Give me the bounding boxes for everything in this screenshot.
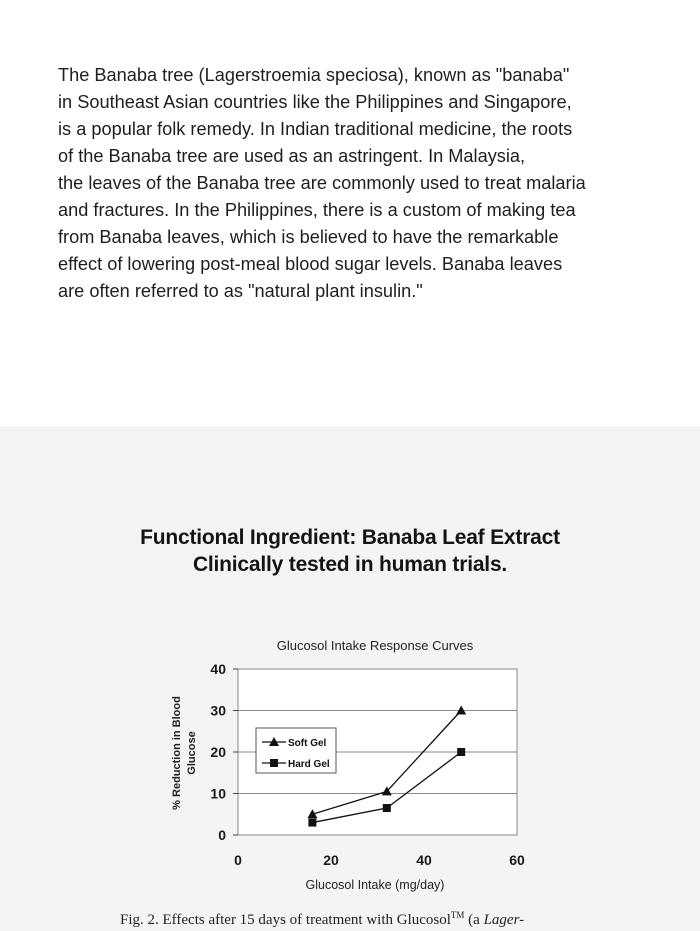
y-tick-label: 20: [210, 744, 226, 760]
intro-paragraph: [58, 62, 658, 305]
x-tick-label: 60: [509, 852, 525, 868]
caption-prefix: Fig. 2. Effects after 15 days of treatment with Glucosol: [120, 912, 451, 928]
data-point-hard-gel: [308, 819, 316, 827]
intro-line: the leaves of the Banaba tree are commonly used to treat malaria: [58, 173, 586, 193]
data-point-hard-gel: [383, 804, 391, 812]
intro-line: in Southeast Asian countries like the Philippines and Singapore,: [58, 92, 572, 112]
legend-marker: [270, 759, 278, 767]
x-tick-label: 20: [323, 852, 339, 868]
caption-italic: Lager-: [483, 912, 525, 928]
headline-line-2: Clinically tested in human trials.: [192, 553, 508, 576]
y-tick-label: 30: [210, 702, 226, 719]
intro-line: effect of lowering post-meal blood sugar levels. Banaba leaves: [58, 254, 563, 274]
x-axis-label: Glucosol Intake (mg/day): [305, 878, 445, 892]
figure-caption: [120, 910, 524, 929]
legend-label: Hard Gel: [288, 759, 330, 770]
response-curve-chart: [0, 426, 700, 931]
intro-line: from Banaba leaves, which is believed to have the remarkable: [58, 227, 559, 247]
y-tick-label: 40: [210, 661, 226, 677]
x-tick-label: 40: [416, 852, 432, 868]
intro-line: The Banaba tree (Lagerstroemia speciosa), known as "banaba": [58, 65, 570, 85]
intro-line: is a popular folk remedy. In Indian traditional medicine, the roots: [58, 119, 573, 139]
y-tick-label: 10: [210, 785, 226, 802]
intro-line: are often referred to as "natural plant insulin.": [58, 281, 423, 301]
chart-title: Glucosol Intake Response Curves: [276, 638, 474, 653]
product-section: [0, 426, 700, 931]
intro-line: of the Banaba tree are used as an astringent. In Malaysia,: [58, 146, 526, 166]
caption-tm: TM: [450, 910, 465, 920]
y-axis-label-line-2: Glucose: [186, 731, 198, 775]
y-axis-label-line-1: % Reduction in Blood: [171, 696, 183, 810]
x-tick-label: 0: [234, 852, 242, 868]
y-tick-label: 0: [218, 827, 226, 843]
caption-middle: (a: [464, 912, 484, 928]
headline-line-1: Functional Ingredient: Banaba Leaf Extract: [140, 526, 560, 549]
legend-label: Soft Gel: [288, 738, 327, 749]
intro-line: and fractures. In the Philippines, there is a custom of making tea: [58, 200, 576, 220]
data-point-hard-gel: [457, 748, 465, 756]
